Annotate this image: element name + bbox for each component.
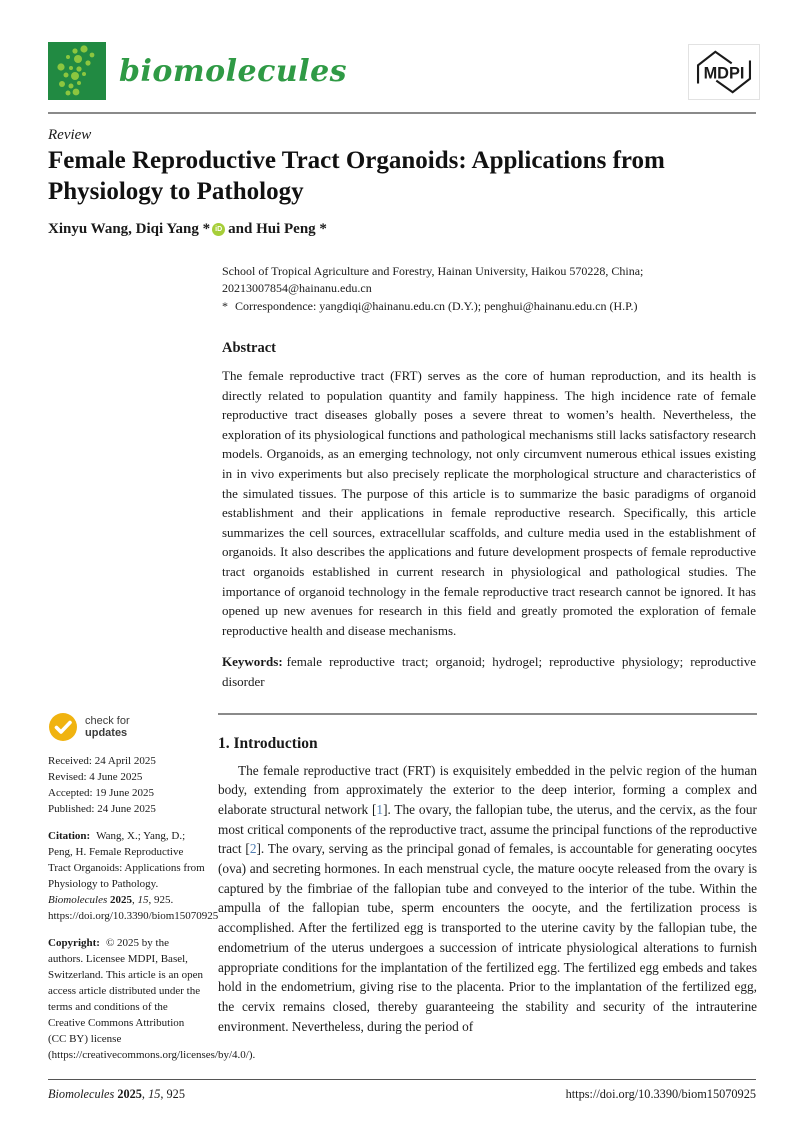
article-dates: [48, 753, 205, 817]
affiliation: School of Tropical Agriculture and Forestry, Hainan University, Haikou 570228, China; 20213007854@hainanu.edu.cn: [222, 264, 644, 295]
footer-divider: [48, 1079, 756, 1080]
introduction-heading: 1. Introduction: [218, 734, 318, 752]
authors-text: Xinyu Wang, Diqi Yang *: [48, 221, 211, 237]
mdpi-logo-text: MDPI: [703, 64, 745, 83]
journal-name: biomolecules: [119, 53, 348, 89]
introduction-paragraph: The female reproductive tract (FRT) is exquisitely embedded in the pelvic region of the human body, extending from approximately the exterior to the deep interior, forming a complex and elaborate structural network [1]. The ovary, the fallopian tube, the uterus, and the cervix, as the four most critical components of the reproductive tract, assume the principal functions of the reproductive tract [2]. The ovary, serving as the principal gonad of females, is accountable for generating oocytes (ova) and secreting hormones. In each menstrual cycle, the mature oocyte released from the ovary is captured by the fimbriae of the fallopian tube and conveyed to the interior of the tube. Within the ampulla of the fallopian tube, sperm encounters the oocyte, and the fertilization process is accomplished. After the fertilized egg is transported to the uterine cavity by the fallopian tube, the endometrium of the uterus undergoes a succession of intricate physiological alterations to furnish appropriate conditions for the implantation of the fertilized egg. The fertilized egg embeds and takes hold in the endometrium, giving rise to the placenta. Prior to the implantation of the fertilized egg, the cervix remains closed, thereby guaranteeing the stability and security of the intrauterine environment. Nevertheless, during the period of: [218, 762, 757, 1034]
introduction-section: [218, 713, 757, 1061]
mdpi-logo: [688, 44, 760, 100]
keywords-line: [222, 652, 756, 691]
citation-doi-link[interactable]: https://doi.org/10.3390/biom15070925: [48, 910, 219, 922]
orcid-icon[interactable]: iD: [212, 223, 225, 236]
received-date: Received: 24 April 2025: [48, 755, 156, 767]
revised-date: Revised: 4 June 2025: [48, 771, 143, 783]
authors-text: and Hui Peng *: [228, 221, 327, 237]
sidebar: [48, 712, 256, 1063]
article-front-matter: [222, 263, 756, 692]
correspondence-line: [222, 298, 756, 315]
citation-block: Citation: Wang, X.; Yang, D.; Peng, H. Female Reproductive Tract Organoids: Applications from Physiology to Pathology. Biomolecules 2025, 15, 925. https://doi.org/10.3390/biom15070925: [48, 830, 219, 922]
check-updates-icon: [48, 712, 78, 742]
mdpi-logo-icon: [692, 47, 756, 97]
page-footer: [48, 1087, 756, 1102]
check-for-updates-badge[interactable]: [48, 712, 205, 742]
footer-journal-ref: Biomolecules 2025, 15, 925: [48, 1087, 185, 1101]
section-divider: [218, 713, 757, 715]
published-date: Published: 24 June 2025: [48, 803, 156, 815]
biomolecules-logo-icon: [48, 42, 106, 100]
correspondence-text: Correspondence: yangdiqi@hainanu.edu.cn (D.Y.); penghui@hainanu.edu.cn (H.P.): [235, 299, 638, 313]
check-updates-label: check for updates: [85, 714, 130, 739]
abstract-text: The female reproductive tract (FRT) serves as the core of human reproduction, and its health is directly related to population quantity and family happiness. The high incidence rate of female reproductive tract diseases globally poses a severe threat to women’s health. Nevertheless, the exploration of its physiological functions and pathological mechanisms still lacks satisfactory research models. Organoids, as an emerging technology, not only circumvent numerous ethical issues existing in in vivo experiments but also precisely replicate the morphological structure and characteristics of the simulated tissues. The purpose of this article is to summarize the basic paradigms of organoid establishment and their applications in female reproductive research. Specifically, this article summarizes the cell sources, extracellular scaffolds, and culture media used in the establishment of organoids. It also describes the applications and future development prospects of female reproductive tract organoids established in current research in physiological and pathological studies. The importance of organoid technology in the female reproductive tract research cannot be ignored. It has opened up new avenues for research in this field and greatly promoted the exploration of female reproductive health and disease mechanisms.: [222, 368, 756, 638]
article-title: Female Reproductive Tract Organoids: Applications from Physiology to Pathology: [48, 147, 665, 205]
journal-brand: [48, 42, 347, 100]
header-divider: [48, 112, 756, 114]
keywords-text: female reproductive tract; organoid; hydrogel; reproductive physiology; reproductive disorder: [222, 654, 756, 689]
keywords-label: Keywords:: [222, 654, 283, 670]
footer-doi-link[interactable]: https://doi.org/10.3390/biom15070925: [565, 1087, 756, 1101]
article-type-label: Review: [48, 127, 92, 143]
reference-link-2[interactable]: 2: [249, 841, 257, 857]
copyright-block: Copyright: © 2025 by the authors. Licensee MDPI, Basel, Switzerland. This article is an open access article distributed under the terms and conditions of the Creative Commons Attribution (CC BY) license (https://creativecommons.org/licenses/by/4.0/).: [48, 937, 256, 1061]
reference-link-1[interactable]: 1: [376, 801, 384, 817]
accepted-date: Accepted: 19 June 2025: [48, 787, 154, 799]
abstract-heading: Abstract: [222, 340, 276, 356]
authors-line: [48, 221, 327, 238]
correspondence-marker: *: [222, 299, 228, 313]
